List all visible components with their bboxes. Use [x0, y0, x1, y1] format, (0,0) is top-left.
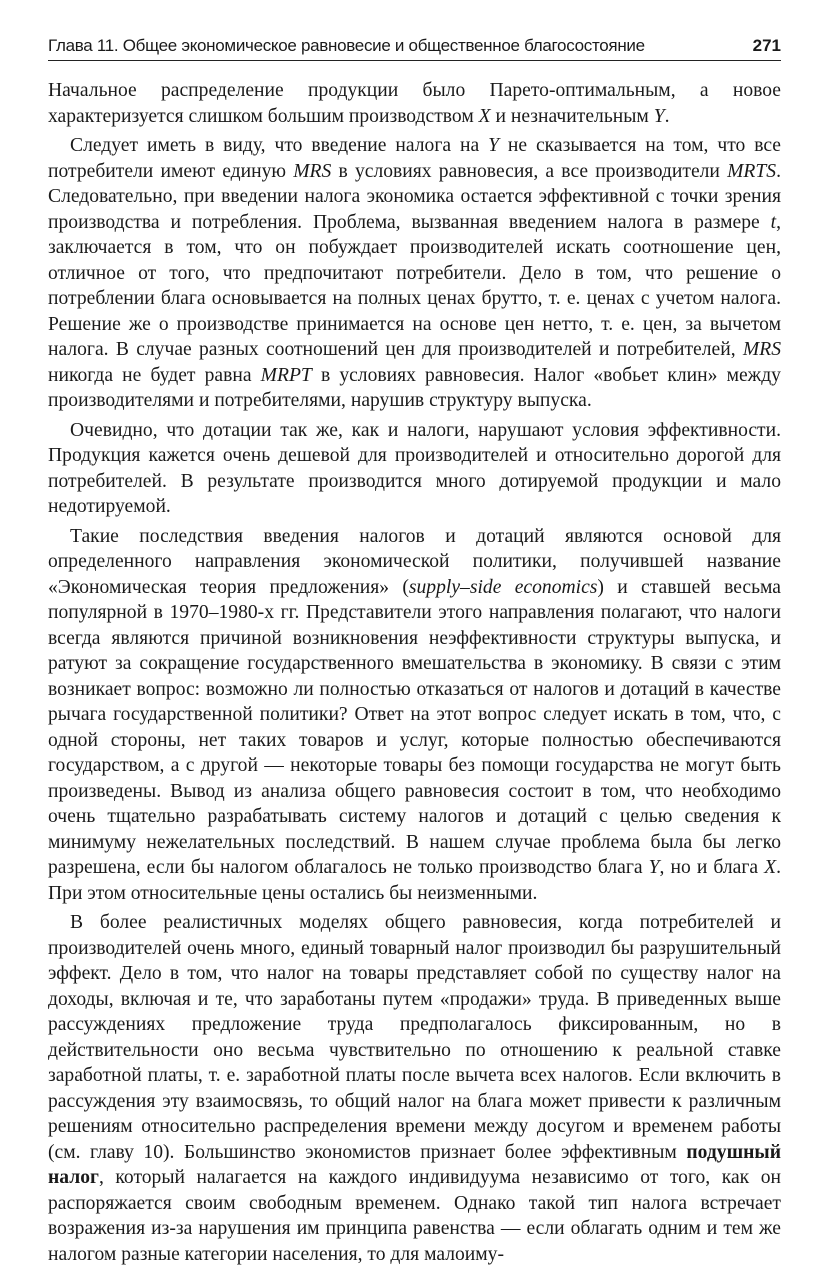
text-run: . Следовательно, при введении налога экономика остается эффективной с точки зрения производства и потребления. Проблема, вызванная введением налога в размере: [48, 160, 781, 233]
variable-y: Y: [648, 857, 660, 878]
variable-y: Y: [488, 135, 499, 156]
chapter-title: Глава 11. Общее экономическое равновесие и общественное благосостояние: [48, 36, 645, 55]
page-number: 271: [752, 36, 781, 55]
bold-term: подушный налог: [48, 1141, 781, 1188]
text-run: ) и ставшей весьма популярной в 1970–1980-х гг. Представители этого направления полагают, что налоги всегда являются причиной возникновения неэффективности структуры выпуска, и ратуют за сокращение государственного вмешательства в экономику. В связи с этим возникает вопрос: возможно ли полностью отказаться от налогов и дотаций в качестве рычага государственной политики? Ответ на этот вопрос следует искать в том, что, с одной стороны, нет таких товаров и услуг, которые полностью обеспечиваются государством, а с другой — некоторые товары без помощи государства не могут быть произведены. Вывод из анализа общего равновесия состоит в том, что необходимо очень тщательно разрабатывать систему налогов и дотаций с целью сведения к минимуму нежелательных последствий. В нашем случае проблема была бы легко разрешена, если бы налогом облагалось не только производство блага: [48, 576, 781, 878]
text-run: Такие последствия введения налогов и дотаций являются основой для определенного направления экономической политики, получившей название «Экономическая теория предложения» (: [48, 525, 781, 598]
variable-x: X: [764, 857, 777, 878]
text-run: в условиях равновесия, а все производители: [331, 160, 728, 182]
term-supply-side: supply–side economics: [408, 576, 598, 598]
text-run: Начальное распределение продукции было Парето-оптимальным, а новое характеризуется слишком большим производством: [48, 80, 781, 127]
text-run: В более реалистичных моделях общего равновесия, когда потребителей и производителей очень много, единый товарный налог производил бы разрушительный эффект. Дело в том, что налог на товары представляет собой по существу налог на доходы, включая и те, что заработаны путем «продажи» труда. В приведенных выше рассуждениях предложение труда предполагалось фиксированным, но в действительности оно весьма чувствительно по отношению к реальной ставке заработной платы, т. е. заработной платы после вычета всех налогов. Если включить в рассуждения эту взаимосвязь, то общий налог на блага может привести к различным решениям относительно распределения времени между досугом и временем работы (см. главу 10). Большинство экономистов признает более эффективным: [48, 912, 781, 1163]
term-mrs: MRS: [293, 160, 332, 182]
variable-x: X: [478, 105, 491, 127]
term-mrpt: MRPT: [260, 364, 312, 386]
text-run: Следует иметь в виду, что введение налога на: [70, 135, 489, 156]
term-mrts: MRTS: [727, 160, 777, 182]
text-run: , заключается в том, что он побуждает производителей искать соотношение цен, отличное от того, что предпочитают потребители. Дело в том, что решение о потреблении блага основывается на полных ценах брутто, т. е. ценах с учетом налога. Решение же о производстве принимается на основе цен нетто, т. е. цен, за вычетом налога. В случае разных соотношений цен для производителей и потребителей,: [48, 211, 781, 360]
text-run: не сказывается на том, что все потребители имеют единую: [48, 135, 781, 182]
variable-t: t: [770, 211, 777, 233]
text-run: в условиях равновесия. Налог «вобьет клин» между производителями и потребителями, нарушив структуру выпуска.: [48, 364, 781, 411]
paragraph-5: [48, 910, 781, 1267]
page-body: [48, 78, 781, 1267]
text-run: и незначительным: [490, 105, 654, 127]
paragraph-2: [48, 133, 781, 414]
text-run: , но и блага: [659, 857, 765, 878]
paragraph-4: [48, 524, 781, 907]
paragraph-1: [48, 78, 781, 129]
text-run: , который налагается на каждого индивидуума независимо от того, как он распоряжается своим свободным временем. Однако такой тип налога встречает возражения из-за нарушения им принципа равенства — если облагать одним и тем же налогом разные категории населения, то для малоиму-: [48, 1167, 781, 1265]
variable-y: Y: [653, 105, 665, 127]
running-header: [48, 30, 781, 61]
term-mrs: MRS: [742, 339, 781, 360]
paragraph-3: Очевидно, что дотации так же, как и налоги, нарушают условия эффективности. Продукция кажется очень дешевой для производителей и относительно дорогой для потребителей. В результате производится много дотируемой продукции и мало недотируемой.: [48, 419, 781, 517]
text-run: .: [664, 105, 670, 127]
text-run: никогда не будет равна: [48, 364, 261, 386]
text-run: . При этом относительные цены остались бы неизменными.: [48, 857, 782, 904]
